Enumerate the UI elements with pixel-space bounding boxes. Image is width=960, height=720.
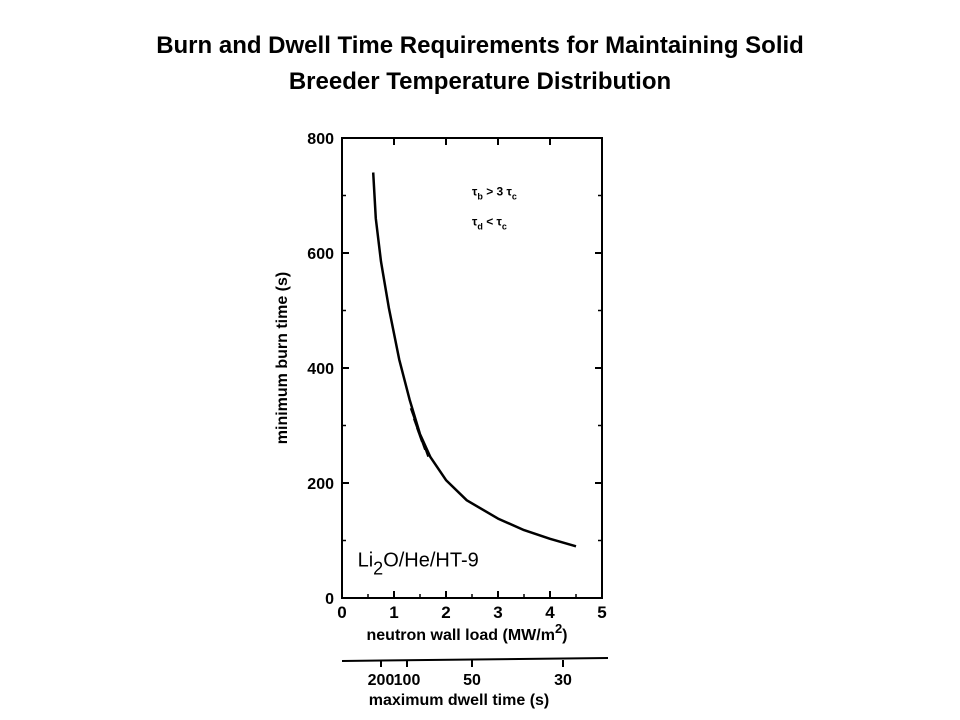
dwell-tick-label: 30 — [554, 672, 572, 689]
y-tick-label: 400 — [307, 361, 334, 378]
dwell-tick-label: 100 — [393, 672, 421, 689]
y-tick-label: 800 — [307, 131, 334, 148]
y-tick-label: 600 — [307, 246, 334, 263]
dwell-tick-label: 200 — [367, 672, 395, 689]
x-tick-label: 2 — [441, 603, 451, 622]
y-tick-label: 0 — [325, 591, 334, 608]
x-tick-label: 3 — [493, 603, 503, 622]
annotation: $\tau_b > 3$ $\tau_c$ — [472, 184, 517, 202]
dwell-axis-label: maximum dwell time (s) — [368, 692, 550, 709]
burn-time-curve — [373, 173, 576, 547]
y-tick-label: 200 — [307, 476, 334, 493]
annotation: $\tau_d < \tau_c$ — [472, 214, 507, 232]
x-tick-label: 5 — [597, 603, 607, 622]
dwell-tick-label: 50 — [463, 672, 481, 689]
title-line-2: Breeder Temperature Distribution — [288, 68, 672, 95]
y-axis-label: minimum burn time (s) — [274, 271, 291, 445]
plot-frame — [342, 138, 602, 598]
x-tick-label: 1 — [389, 603, 399, 622]
x-tick-label: 4 — [545, 603, 555, 622]
x-tick-label: 0 — [337, 603, 347, 622]
x-axis-label: neutron wall load $(MW/m^2)$ — [366, 621, 568, 644]
title-line-1: Burn and Dwell Time Requirements for Maintaining Solid — [156, 32, 804, 59]
series-label: Li2O/He/HT-9 — [357, 549, 479, 579]
